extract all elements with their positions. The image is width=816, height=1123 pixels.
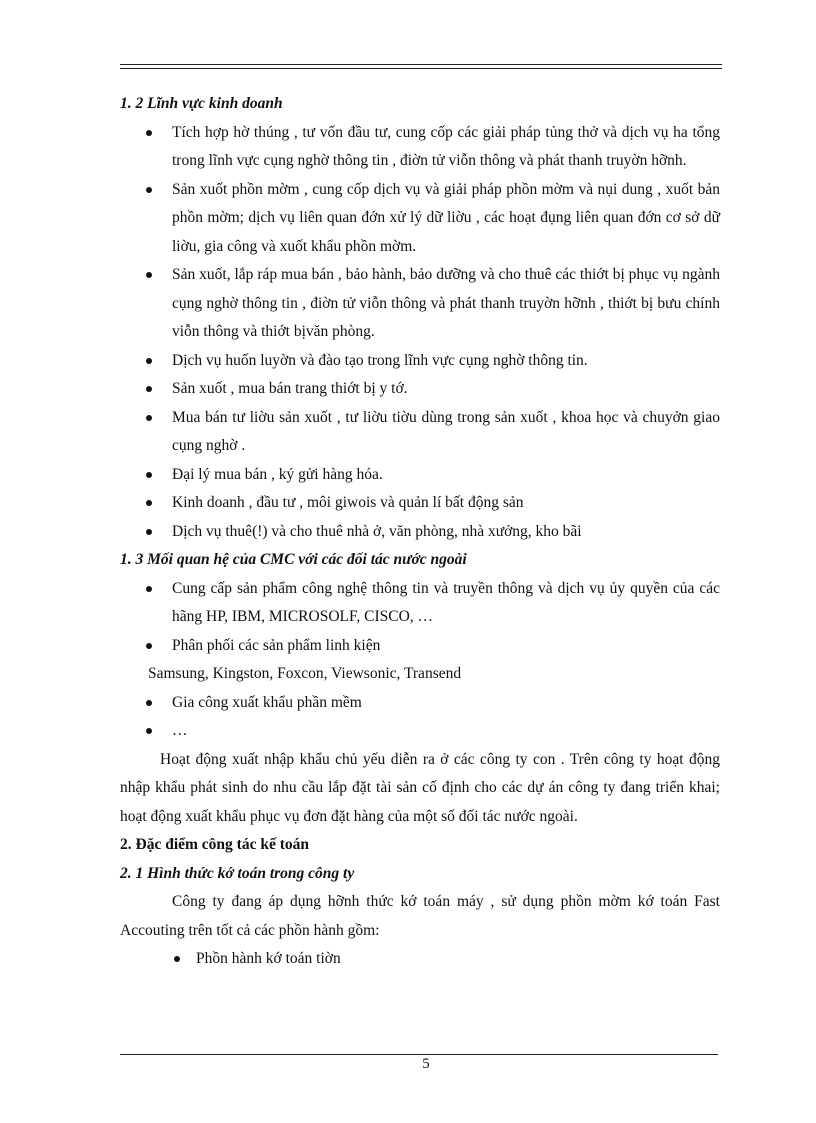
list-item: Dịch vụ huốn luyờn và đào tạo trong lĩnh vực cụng nghờ thông tin. xyxy=(120,347,720,376)
list-item: Kinh doanh , đầu tư , môi giwois và quản lí bất động sản xyxy=(120,489,720,518)
brand-line: Samsung, Kingston, Foxcon, Viewsonic, Transend xyxy=(148,665,462,682)
accounting-paragraph: Công ty đang áp dụng hỡnh thức kớ toán máy , sử dụng phồn mờm kớ toán Fast Accouting trên tốt cả các phồn hành gồm: xyxy=(120,893,720,939)
heading-1-3: 1. 3 Mối quan hệ của CMC với các đối tác nước ngoài xyxy=(120,551,467,568)
document-body xyxy=(120,90,720,974)
list-item: Sản xuốt , mua bán trang thiớt bị y tớ. xyxy=(120,375,720,404)
page-number: 5 xyxy=(422,1056,430,1072)
list-item: Phân phối các sản phẩm linh kiện xyxy=(120,632,720,661)
accounting-modules-list xyxy=(120,945,720,974)
list-item: Cung cấp sản phẩm công nghệ thông tin và truyền thông và dịch vụ ủy quyền của các hãng HP, IBM, MICROSOLF, CISCO, … xyxy=(120,575,720,632)
import-export-paragraph: Hoạt động xuất nhập khẩu chủ yếu diễn ra ở các công ty con . Trên công ty hoạt động nhập khẩu phát sinh do nhu cầu lắp đặt tài sản cố định cho các dự án công ty đang triển khai; hoạt động xuất khẩu phục vụ đơn đặt hàng của một số đối tác nước ngoài. xyxy=(120,750,720,825)
header-rule-bottom xyxy=(120,68,722,69)
list-item: Dịch vụ thuê(!) và cho thuê nhà ở, văn phòng, nhà xưởng, kho bãi xyxy=(120,518,720,547)
list-item: Sản xuốt, lắp ráp mua bán , bảo hành, bảo dưỡng và cho thuê các thiớt bị phục vụ ngành cụng nghờ thông tin , điờn tử viỗn thông và phát thanh truyờn hỡnh , thiớt bị bưu chính viỗn thông và thiớt bịvăn phòng. xyxy=(120,261,720,347)
business-fields-list xyxy=(120,119,720,547)
list-item: Sản xuốt phồn mờm , cung cốp dịch vụ và giải pháp phồn mờm và nụi dung , xuốt bản phồn mờm; dịch vụ liên quan đớn xử lý dữ liờu , các hoạt đụng liên quan đớn cơ sở dữ liờu, gia công và xuốt khẩu phồn mờm. xyxy=(120,176,720,262)
list-item: Mua bán tư liờu sản xuốt , tư liờu tiờu dùng trong sản xuốt , khoa học và chuyởn giao cụng nghờ . xyxy=(120,404,720,461)
heading-1-2: 1. 2 Lĩnh vực kinh doanh xyxy=(120,95,283,112)
list-item: Gia công xuất khẩu phần mềm xyxy=(120,689,720,718)
list-item: Phồn hành kớ toán tiờn xyxy=(120,945,720,974)
partner-list-a xyxy=(120,575,720,661)
list-item: Tích hợp hờ thúng , tư vốn đầu tư, cung cốp các giải pháp tủng thở và dịch vụ ha tổng trong lĩnh vực cụng nghờ thông tin , điờn tử viỗn thông và phát thanh truyờn hỡnh. xyxy=(120,119,720,176)
heading-2-1: 2. 1 Hình thức kớ toán trong công ty xyxy=(120,864,355,882)
header-rule-top xyxy=(120,64,722,65)
footer-rule xyxy=(120,1054,718,1055)
heading-2: 2. Đặc điểm công tác kế toán xyxy=(120,836,309,853)
list-item: Đại lý mua bán , ký gửi hàng hóa. xyxy=(120,461,720,490)
list-item: … xyxy=(120,717,720,746)
partner-list-b xyxy=(120,689,720,746)
